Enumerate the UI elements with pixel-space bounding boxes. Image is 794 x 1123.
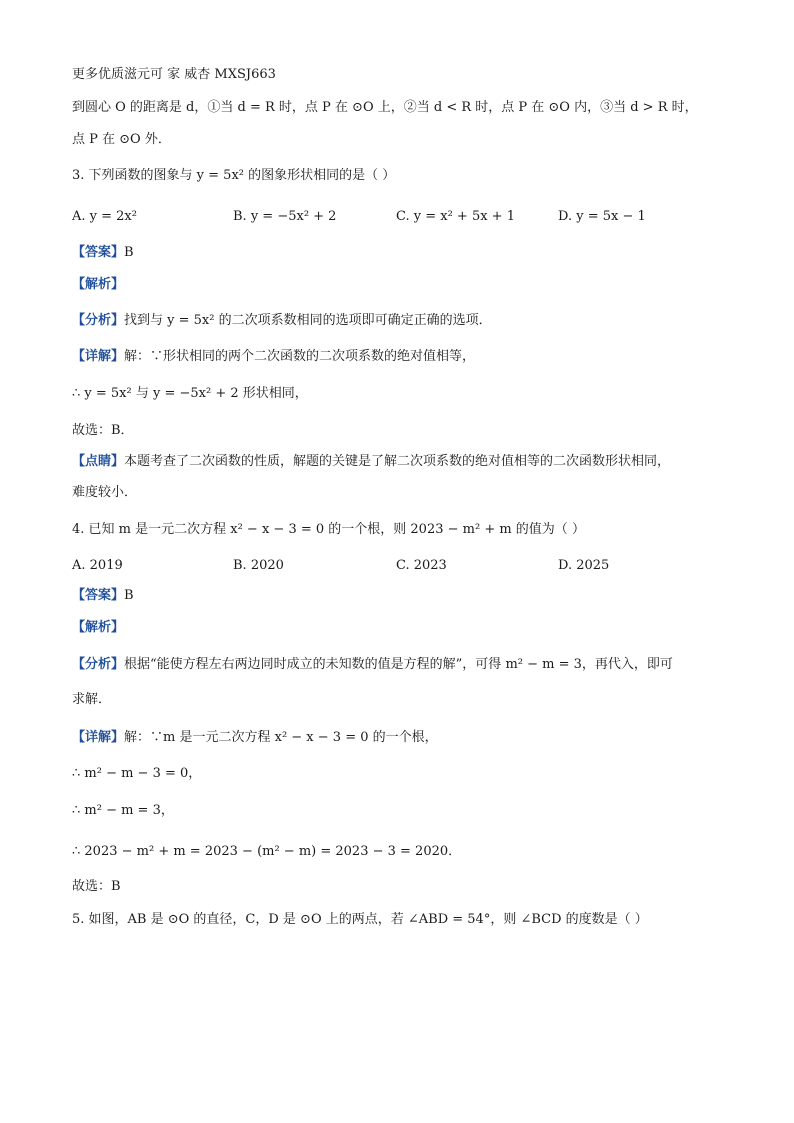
q3-option-c: C. y = x² + 5x + 1 (396, 209, 515, 224)
q4-fenxi-row (72, 656, 673, 674)
q3-comment-row (72, 453, 670, 471)
q3-detail-tag: 【详解】 (72, 349, 125, 364)
q3-fenxi-tag: 【分析】 (72, 313, 125, 328)
q4-fenxi-text-1: 根据“能使方程左右两边同时成立的未知数的值是方程的解”，可得 m² − m = 3，再代入，即可 (124, 657, 673, 672)
q3-detail-row (72, 348, 475, 366)
q3-comment-text-1: 本题考查了二次函数的性质，解题的关键是了解二次项系数的绝对值相等的二次函数形状相同， (124, 454, 671, 469)
intro-line-1: 到圆心 O 的距离是 d，①当 d = R 时，点 P 在 ⊙O 上，②当 d < R 时，点 P 在 ⊙O 内，③当 d > R 时， (72, 100, 698, 115)
q3-answer-row (72, 244, 134, 262)
q4-option-b: B. 2020 (233, 558, 284, 573)
q3-comment-text-2: 难度较小． (72, 485, 138, 500)
q4-stem: 4. 已知 m 是一元二次方程 x² − x − 3 = 0 的一个根，则 2023 − m² + m 的值为（ ） (72, 522, 585, 537)
q4-detail-row (72, 729, 438, 747)
intro-line-2: 点 P 在 ⊙O 外． (72, 132, 171, 147)
q4-fenxi-text-2: 求解． (72, 692, 112, 707)
q4-step-1: ∴ m² − m − 3 = 0， (72, 766, 202, 781)
q4-choice: 故选：B (72, 879, 121, 894)
q3-option-b: B. y = −5x² + 2 (233, 209, 337, 224)
q5-stem: 5. 如图，AB 是 ⊙O 的直径，C，D 是 ⊙O 上的两点，若 ∠ABD = 54°，则 ∠BCD 的度数是（ ） (72, 912, 648, 927)
q4-step-3: ∴ 2023 − m² + m = 2023 − (m² − m) = 2023 − 3 = 2020． (72, 844, 462, 859)
q3-choice: 故选：B． (72, 423, 134, 438)
q4-step-2: ∴ m² − m = 3， (72, 803, 174, 818)
page-header-text: 更多优质滋元可 家 威杏 MXSJ663 (72, 67, 276, 82)
q3-fenxi-text: 找到与 y = 5x² 的二次项系数相同的选项即可确定正确的选项． (124, 313, 492, 328)
q3-detail-text: 解：∵形状相同的两个二次函数的二次项系数的绝对值相等， (124, 349, 476, 364)
q4-analysis-tag: 【解析】 (72, 620, 125, 635)
q3-step-1: ∴ y = 5x² 与 y = −5x² + 2 形状相同， (72, 386, 308, 401)
q4-analysis-row (72, 619, 124, 637)
q3-comment-tag: 【点睛】 (72, 454, 125, 469)
q4-option-a: A. 2019 (72, 558, 123, 573)
q4-answer-tag: 【答案】 (72, 588, 125, 603)
q3-answer-value: B (124, 245, 134, 260)
q4-answer-row (72, 587, 134, 605)
q4-detail-text: 解：∵m 是一元二次方程 x² − x − 3 = 0 的一个根， (124, 730, 438, 745)
q4-answer-value: B (124, 588, 134, 603)
q3-answer-tag: 【答案】 (72, 245, 125, 260)
q3-analysis-row (72, 276, 124, 294)
q3-option-a: A. y = 2x² (72, 209, 137, 224)
q4-fenxi-tag: 【分析】 (72, 657, 125, 672)
q4-option-c: C. 2023 (396, 558, 447, 573)
q3-fenxi-row (72, 312, 492, 330)
q4-detail-tag: 【详解】 (72, 730, 125, 745)
q3-analysis-tag: 【解析】 (72, 277, 125, 292)
q3-stem: 3. 下列函数的图象与 y = 5x² 的图象形状相同的是（ ） (72, 168, 396, 183)
q3-option-d: D. y = 5x − 1 (558, 209, 646, 224)
q4-option-d: D. 2025 (558, 558, 610, 573)
